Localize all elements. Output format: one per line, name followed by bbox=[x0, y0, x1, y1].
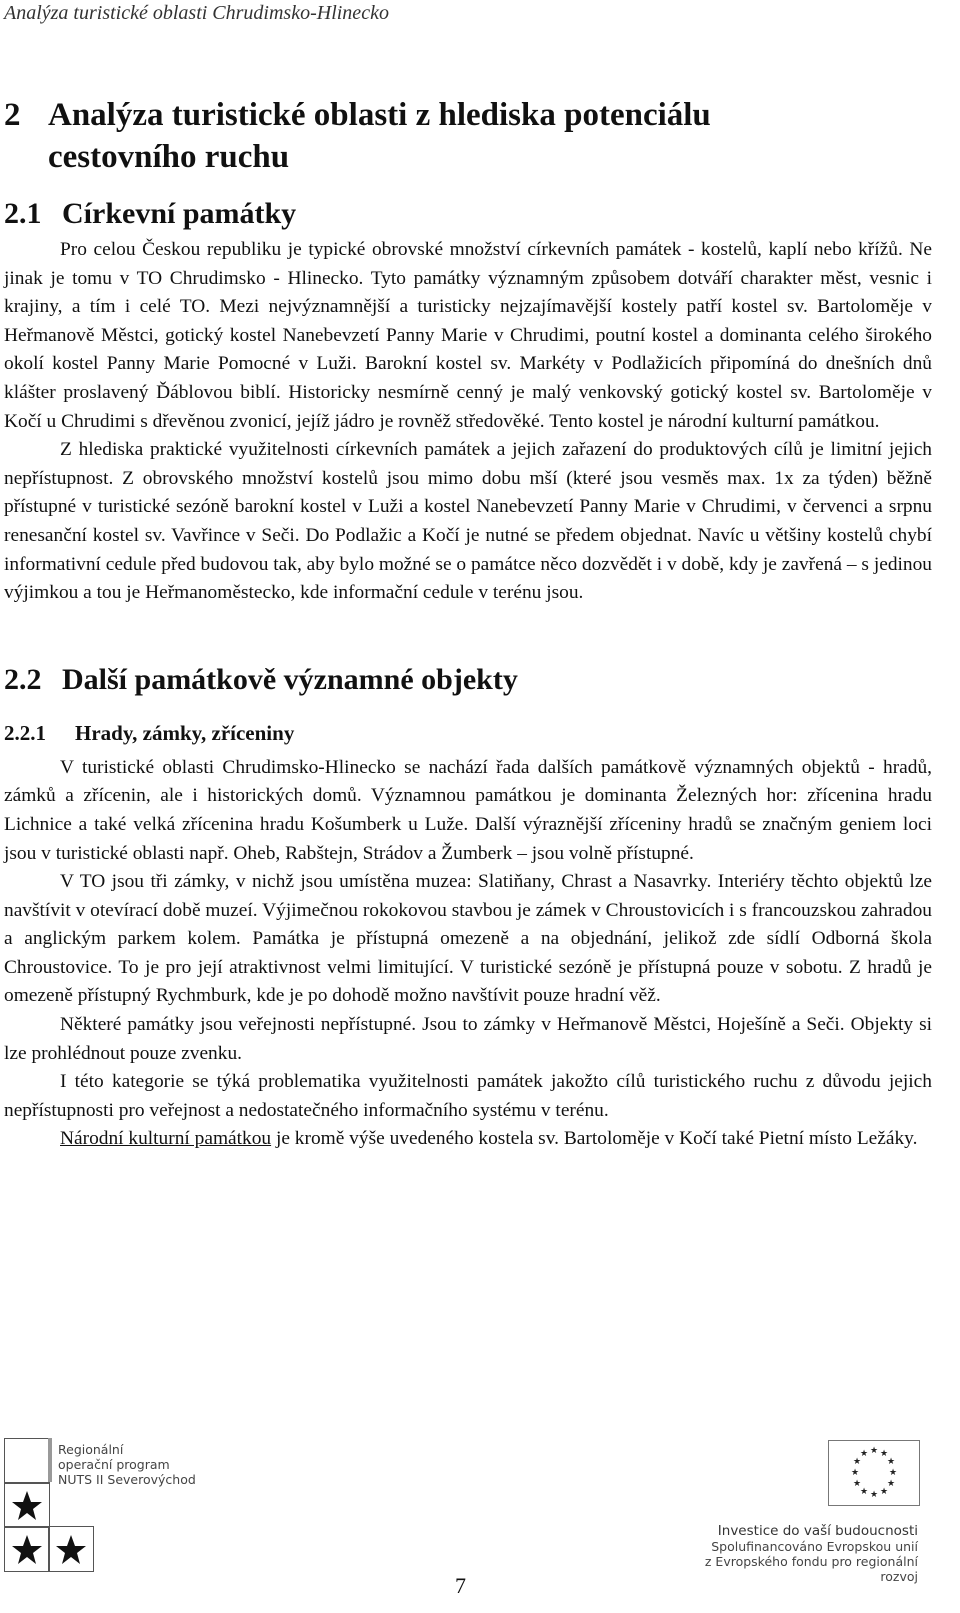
running-header: Analýza turistické oblasti Chrudimsko-Hlinecko bbox=[4, 2, 389, 24]
section-number: 2.1 bbox=[4, 197, 42, 230]
paragraph: V TO jsou tři zámky, v nichž jsou umístěna muzea: Slatiňany, Chrast a Nasavrky. Interiéry těchto objektů lze navštívit v otevírací době muzeí. Výjimečnou rokokovou stavbou je zámek v Chroustovicích i s francouzskou zahradou a anglickým parkem kolem. Památka je přístupná omezeně a na objednání, jelikož zde sídlí Odborná škola Chroustovice. To je pro její atraktivnost velmi limitující. V turistické sezóně je přístupná pouze v sobotu. Z hradů je omezeně přístupný Rychmburk, kde je po dohodě možno navštívit pouze hradní věž. bbox=[4, 871, 933, 1007]
svg-text:★: ★ bbox=[859, 1486, 869, 1496]
star-icon bbox=[5, 1483, 49, 1527]
subsection-heading-2-2-1 bbox=[4, 718, 932, 748]
chapter-title-line2: cestovního ruchu bbox=[48, 139, 290, 175]
rop-logo bbox=[4, 1438, 214, 1568]
paragraph: Z hlediska praktické využitelnosti církevních památek a jejich zařazení do produktových cílů je limitní jejich nepřístupnost. Z obrovského množství kostelů jsou mimo dobu mší (které jsou vesměs max. 1x za týden) běžně přístupné v turistické sezóně barokní kostel v Luži a kostel Nanebevzetí Panny Marie v Chrudimi, v červenci a srpnu renesanční kostel sv. Vavřince v Seči. Do Podlažic a Kočí je nutné se předem objednat. Navíc u většiny kostelů chybí informativní cedule před budovou tak, aby bylo možné se o památce něco dozvědět i v době, kdy je zavřená – s jedinou výjimkou a tou je Heřmanoměstecko, kde informační cedule v terénu jsou. bbox=[4, 439, 932, 604]
chapter-title: Analýza turistické oblasti z hlediska potenciálu bbox=[48, 97, 711, 133]
chapter-number: 2 bbox=[4, 97, 21, 133]
svg-text:★: ★ bbox=[886, 1478, 896, 1488]
chapter-heading bbox=[4, 94, 932, 178]
svg-text:★: ★ bbox=[852, 1456, 862, 1466]
section-title: Církevní památky bbox=[62, 197, 297, 230]
section-number: 2.2 bbox=[4, 662, 42, 696]
paragraph-rest: je kromě výše uvedeného kostela sv. Bartoloměje v Kočí také Pietní místo Ležáky. bbox=[271, 1128, 918, 1150]
logo-square bbox=[4, 1482, 50, 1528]
logo-square bbox=[4, 1526, 50, 1572]
star-icon bbox=[49, 1527, 93, 1571]
eu-flag-icon bbox=[828, 1440, 920, 1506]
document-body bbox=[4, 94, 932, 1154]
svg-text:★: ★ bbox=[852, 1478, 862, 1488]
logo-divider bbox=[48, 1438, 52, 1482]
subsection-title: Hrady, zámky, zříceniny bbox=[75, 720, 295, 745]
page-number: 7 bbox=[455, 1573, 466, 1598]
section-title: Další památkově významné objekty bbox=[62, 662, 518, 696]
svg-text:★: ★ bbox=[850, 1467, 860, 1477]
eu-logo bbox=[684, 1438, 924, 1584]
svg-text:★: ★ bbox=[869, 1489, 879, 1499]
svg-text:★: ★ bbox=[859, 1448, 869, 1458]
paragraph: Některé památky jsou veřejnosti nepřístupné. Jsou to zámky v Heřmanově Městci, Hoješíně a Seči. Objekty si lze prohlédnout pouze zvenku. bbox=[4, 1014, 932, 1064]
section-heading-2-1 bbox=[4, 194, 932, 234]
svg-text:★: ★ bbox=[879, 1486, 889, 1496]
subsection-number: 2.2.1 bbox=[4, 720, 46, 745]
paragraph: I této kategorie se týká problematika využitelnosti památek jakožto cílů turistického ruchu z důvodu jejich nepřístupnosti pro veřejnost a nedostatečného informačního systému v terénu. bbox=[4, 1071, 932, 1121]
underlined-term: Národní kulturní památkou bbox=[60, 1128, 272, 1150]
star-icon bbox=[5, 1527, 49, 1571]
section-heading-2-2 bbox=[4, 660, 932, 700]
svg-text:★: ★ bbox=[886, 1456, 896, 1466]
rop-logo-text: Regionální operační program NUTS II Severovýchod bbox=[58, 1442, 196, 1487]
eu-logo-text: Investice do vaší budoucnosti Spolufinancováno Evropskou unií z Evropského fondu pro regionální rozvoj bbox=[704, 1523, 918, 1584]
logo-square bbox=[48, 1526, 94, 1572]
paragraph bbox=[4, 1125, 932, 1154]
logo-square bbox=[4, 1438, 50, 1484]
svg-text:★: ★ bbox=[879, 1448, 889, 1458]
svg-text:★: ★ bbox=[869, 1445, 879, 1455]
svg-text:★: ★ bbox=[888, 1467, 898, 1477]
paragraph: V turistické oblasti Chrudimsko-Hlinecko se nachází řada dalších památkově významných objektů - hradů, zámků a zřícenin, ale i historických domů. Významnou památkou je dominanta Železných hor: zřícenina hradu Lichnice a také velká zřícenina hradu Košumberk u Luže. Další výraznější zříceniny hradů se značným geniem loci jsou v turistické oblasti např. Oheb, Rabštejn, Strádov a Žumberk – jsou volně přístupné. bbox=[4, 756, 932, 864]
paragraph: Pro celou Českou republiku je typické obrovské množství církevních památek - kostelů, kaplí nebo křížů. Ne jinak je tomu v TO Chrudimsko - Hlinecko. Tyto památky významným způsobem dotváří charakter měst, vesnic i krajiny, a tím i celé TO. Mezi nejvýznamnější a turisticky nejzajímavější kostely patří kostel sv. Bartoloměje v Heřmanově Městci, gotický kostel Nanebevzetí Panny Marie v Chrudimi, poutní kostel a dominanta celého širokého okolí kostel Panny Marie Pomocné v Luži. Barokní kostel sv. Markéty v Podlažicích připomíná do dnešních dnů klášter proslavený Ďáblovou biblí. Historicky nesmírně cenný je malý venkovský gotický kostel sv. Bartoloměje v Kočí u Chrudimi s dřevěnou zvonicí, jejíž jádro je rovněž středověké. Tento kostel je národní kulturní památkou. bbox=[4, 239, 932, 432]
